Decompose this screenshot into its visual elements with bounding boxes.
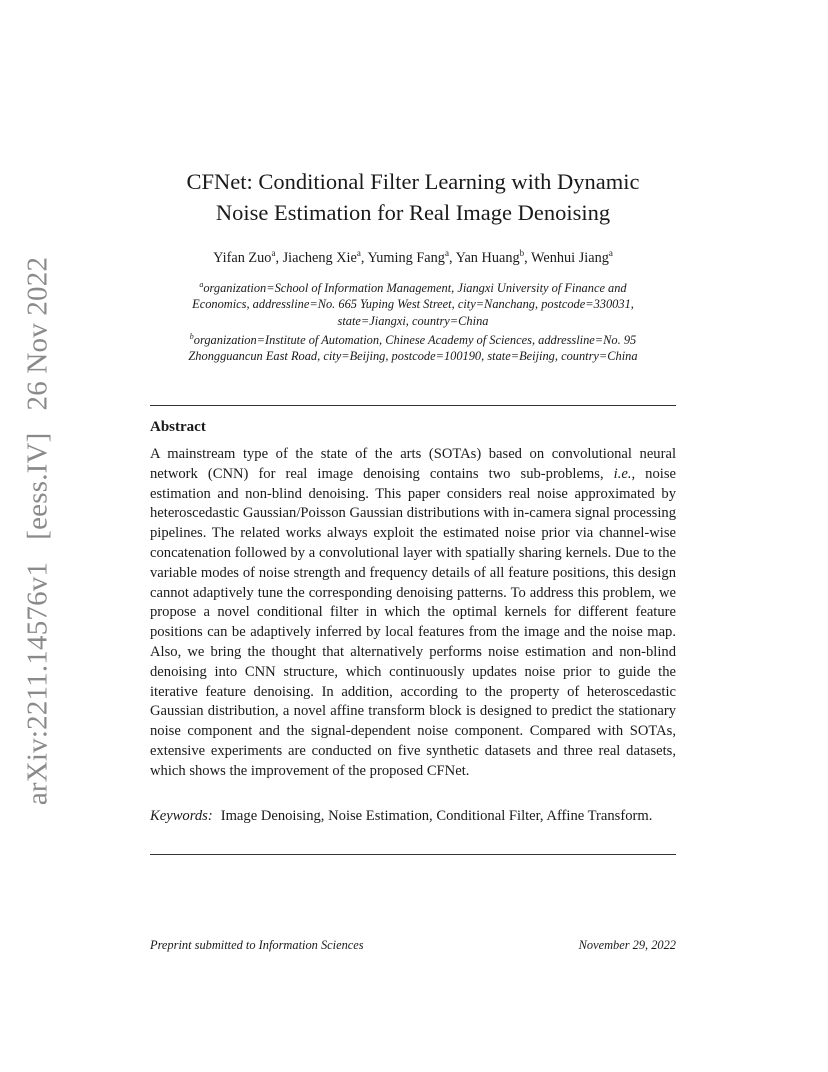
abstract-ie: i.e., (613, 465, 636, 482)
affiliation-a-line-1: organization=School of Information Management, Jiangxi University of Finance and (203, 281, 627, 296)
author-affiliation-mark: a (356, 248, 361, 258)
affiliation-mark-b: b (189, 331, 194, 341)
author-name: Yan Huang (455, 249, 520, 266)
author-affiliation-mark: a (271, 248, 276, 258)
affiliation-b (150, 329, 676, 365)
author-affiliation-mark: a (608, 248, 613, 258)
author (531, 250, 613, 266)
author (283, 250, 368, 266)
abstract-part-2: noise estimation and non-blind denoising. This paper considers real noise approximated by heteroscedastic Gaussian/Poisson Gaussian distributions with in-camera signal processing pipelines. The related works always exploit the estimated noise prior via channel-wise concatenation followed by a convolutional layer with spatially sharing kernels. Due to the variable modes of noise strength and frequency details of all feature positions, this design cannot adaptively tune the corresponding denoising patterns. To address this problem, we propose a novel conditional filter in which the optimal kernels for different feature positions can be adaptively inferred by local features from the image and the noise map. Also, we bring the thought that alternatively performs noise estimation and non-blind denoising into CNN structure, which continuously updates noise prior to guide the iterative feature denoising. In addition, according to the property of heteroscedastic Gaussian distribution, a novel affine transform block is designed to predict the stationary noise component and the signal-dependent noise component. Compared with SOTAs, extensive experiments are conducted on five synthetic datasets and three real datasets, which shows the improvement of the proposed CFNet. (150, 465, 676, 779)
affiliation-a (150, 277, 676, 329)
arxiv-date: 26 Nov 2022 (21, 256, 54, 411)
affiliation-mark-a: a (199, 280, 204, 289)
author-name: Yuming Fang (367, 249, 445, 266)
author-separator: , (524, 249, 532, 266)
title-line-1: CFNet: Conditional Filter Learning with Dynamic (186, 169, 640, 194)
author-name: Yifan Zuo (213, 249, 272, 266)
author (456, 250, 531, 266)
title-line-2: Noise Estimation for Real Image Denoising (215, 200, 611, 225)
author-name: Wenhui Jiang (531, 249, 609, 266)
footer-date: November 29, 2022 (578, 938, 676, 952)
affiliation-b-line-2: Zhongguancun East Road, city=Beijing, postcode=100190, state=Beijing, country=China (188, 349, 638, 364)
keywords (150, 807, 676, 827)
affiliation-b-line-1: organization=Institute of Automation, Chinese Academy of Sciences, addressline=No. 95 (193, 332, 637, 347)
abstract-heading: Abstract (150, 419, 206, 435)
arxiv-category: [eess.IV] (21, 432, 54, 540)
arxiv-identifier-stamp (22, 235, 55, 805)
top-divider (150, 405, 676, 406)
keywords-text: Image Denoising, Noise Estimation, Conditional Filter, Affine Transform. (220, 808, 653, 824)
abstract-part-1: A mainstream type of the state of the arts (SOTAs) based on convolutional neural network (CNN) for real image denoising contains two sub-problems, (150, 446, 676, 482)
author-affiliation-mark: a (444, 248, 449, 258)
author-name: Jiacheng Xie (282, 249, 357, 266)
affiliation-a-line-3: state=Jiangxi, country=China (337, 313, 489, 328)
author-affiliation-mark: b (519, 248, 525, 258)
author-separator: , (448, 249, 456, 266)
footer-submission-note: Preprint submitted to Information Sciences (150, 938, 364, 952)
author-list (150, 244, 676, 267)
author (367, 250, 455, 266)
author-separator: , (360, 249, 368, 266)
arxiv-id: arXiv:2211.14576v1 (21, 561, 54, 806)
author (213, 250, 283, 266)
abstract-text (150, 445, 676, 782)
affiliation-a-line-2: Economics, addressline=No. 665 Yuping West Street, city=Nanchang, postcode=330031, (192, 297, 634, 312)
keywords-label: Keywords: (150, 808, 213, 824)
affiliations (150, 277, 676, 364)
paper-title (150, 166, 676, 228)
bottom-divider (150, 854, 676, 855)
author-separator: , (275, 249, 283, 266)
